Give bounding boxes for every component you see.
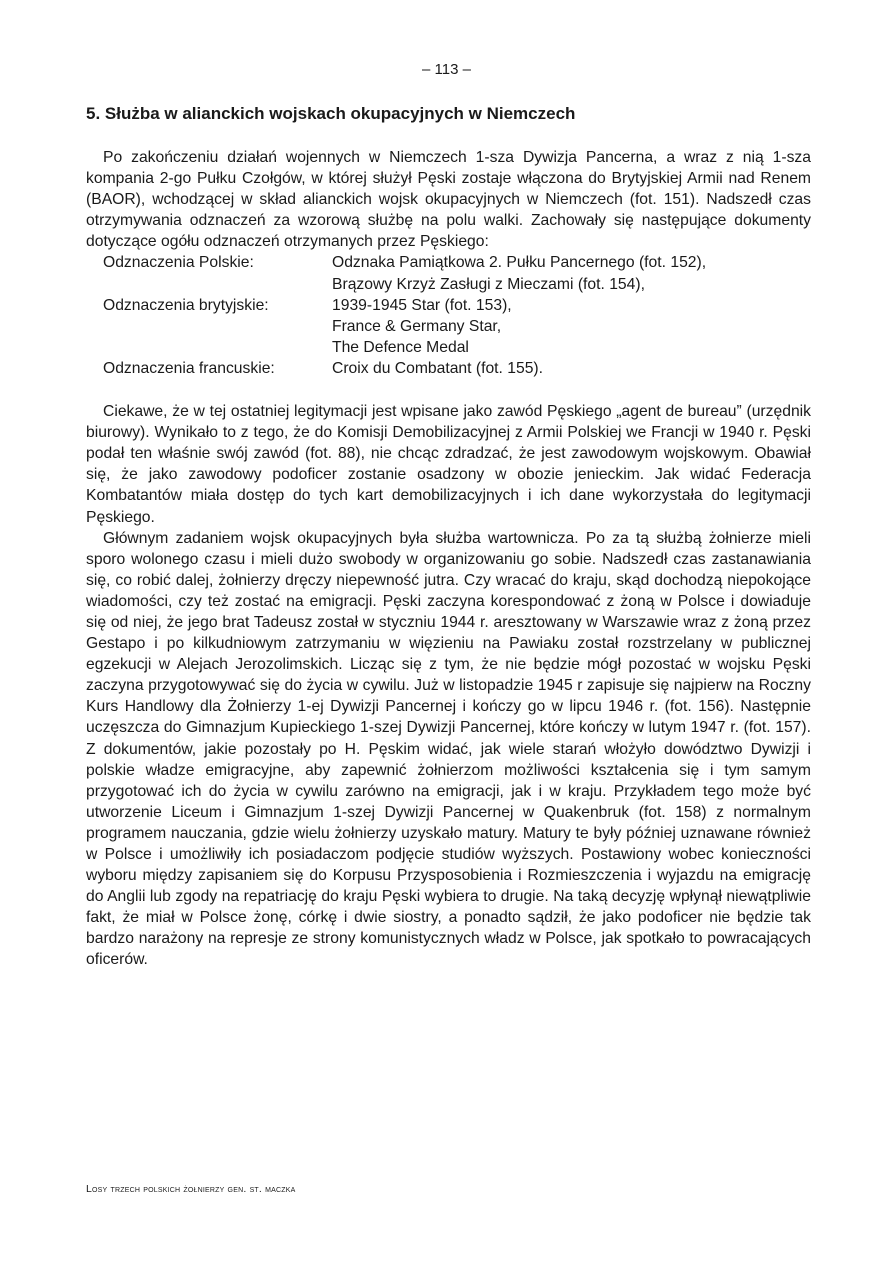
paragraph-3: Głównym zadaniem wojsk okupacyjnych była służba wartownicza. Po za tą służbą żołnierze mieli sporo wolonego czasu i mieli dużo swobody w organizowaniu go sobie. Nadszedł czas zastanawiania się, co robić dalej, żołnierzy dręczy niepewność jutra. Czy wracać do kraju, skąd dochodzą niepokojące wiadomości, czy też zostać na emigracji. Pęski zaczyna korespondować z żoną w Polsce i dowiaduje się od niej, że jego brat Tadeusz został w styczniu 1944 r. aresztowany w Warszawie wraz z żoną przez Gestapo i po kilkudniowym zatrzymaniu w więzieniu na Pawiaku został rozstrzelany w publicznej egzekucji w Alejach Jerozolimskich. Licząc się z tym, że nie będzie mógł pozostać w wojsku Pęski zaczyna przygotowywać się do życia w cywilu. Już w listopadzie 1945 r zapisuje się najpierw na Roczny Kurs Handlowy dla Żołnierzy 1-ej Dywizji Pancernej i kończy go w lipcu 1946 r. (fot. 156). Następnie uczęszcza do Gimnazjum Kupieckiego 1-szej Dywizji Pancernej, które kończy w lutym 1947 r. (fot. 157). Z dokumentów, jakie pozostały po H. Pęskim widać, jak wiele starań włożyło dowództwo Dywizji i polskie władze emigracyjne, aby zapewnić żołnierzom możliwości kształcenia się i tym samym przygotować ich do życia w cywilu zarówno na emigracji, jak i w kraju. Przykładem tego może być utworzenie Liceum i Gimnazjum 1-szej Dywizji Pancernej w Quakenbruk (fot. 158) z normalnym programem nauczania, gdzie wielu żołnierzy uzyskało matury. Matury te były później uznawane również w Polsce i umożliwiły ich posiadaczom podjęcie studiów wyższych. Postawiony wobec konieczności wyboru między zapisaniem się do Korpusu Przysposobienia i Rozmieszczenia i wyjazdu na emigrację do Anglii lub zgody na repatriację do kraju Pęski wybiera to drugie. Na taką decyzję wpłynął niewątpliwie fakt, że miał w Polsce żonę, córkę i dwie siostry, a ponadto sądził, że jako podoficer nie będzie tak bardzo narażony na represje ze strony komunistycznych władz w Polsce, jak spotkało to powracających oficerów. [86,529,811,969]
awards-list [86,252,811,379]
award-item: France & Germany Star, [332,317,502,335]
award-item: The Defence Medal [332,338,469,356]
award-item: Croix du Combatant (fot. 155). [332,359,544,377]
page-number: – 113 – [422,61,471,78]
paragraph-1: Po zakończeniu działań wojennych w Niemczech 1-sza Dywizja Pancerna, a wraz z nią 1-sza kompania 2-go Pułku Czołgów, w której służył Pęski zostaje włączona do Brytyjskiej Armii nad Renem (BAOR), wchodzącej w skład alianckich wojsk okupacyjnych w Niemczech (fot. 151). Nadszedł czas otrzymywania odznaczeń za wzorową służbę na polu walki. Zachowały się następujące dokumenty dotyczące ogółu odznaczeń otrzymanych przez Pęskiego: [86,149,811,251]
paragraph-2: Ciekawe, że w tej ostatniej legitymacji jest wpisane jako zawód Pęskiego „agent de bureau” (urzędnik biurowy). Wynikało to z tego, że do Komisji Demobilizacyjnej z Armii Polskiej we Francji w 1940 r. Pęski podał ten właśnie swój zawód (fot. 88), nie chcąc zdradzać, że jest zawodowym wojskowym. Obawiał się, że jako zawodowy podoficer zostanie osadzony w obozie jenieckim. Jak widać Federacja Kombatantów miała dostęp do tych kart demobilizacyjnych i ich dane wykorzystała do legitymacji Pęskiego. [86,403,811,526]
awards-items [332,252,811,294]
awards-row-polish [86,252,811,294]
award-item: Odznaka Pamiątkowa 2. Pułku Pancernego (fot. 152), [332,254,707,272]
awards-category: Odznaczenia Polskie: [103,254,254,272]
awards-items [332,295,811,358]
body-text [86,147,811,971]
awards-row-french [86,358,811,379]
section-heading: 5. Służba w alianckich wojskach okupacyjnych w Niemczech [86,104,576,123]
paragraph-gap [86,379,811,401]
awards-category: Odznaczenia francuskie: [103,359,275,377]
awards-row-british [86,295,811,358]
award-item: 1939-1945 Star (fot. 153), [332,296,512,314]
running-footer: Losy trzech polskich żołnierzy gen. st. maczka [86,1183,296,1195]
awards-items [332,358,811,379]
awards-category: Odznaczenia brytyjskie: [103,296,269,314]
award-item: Brązowy Krzyż Zasługi z Mieczami (fot. 154), [332,275,645,293]
